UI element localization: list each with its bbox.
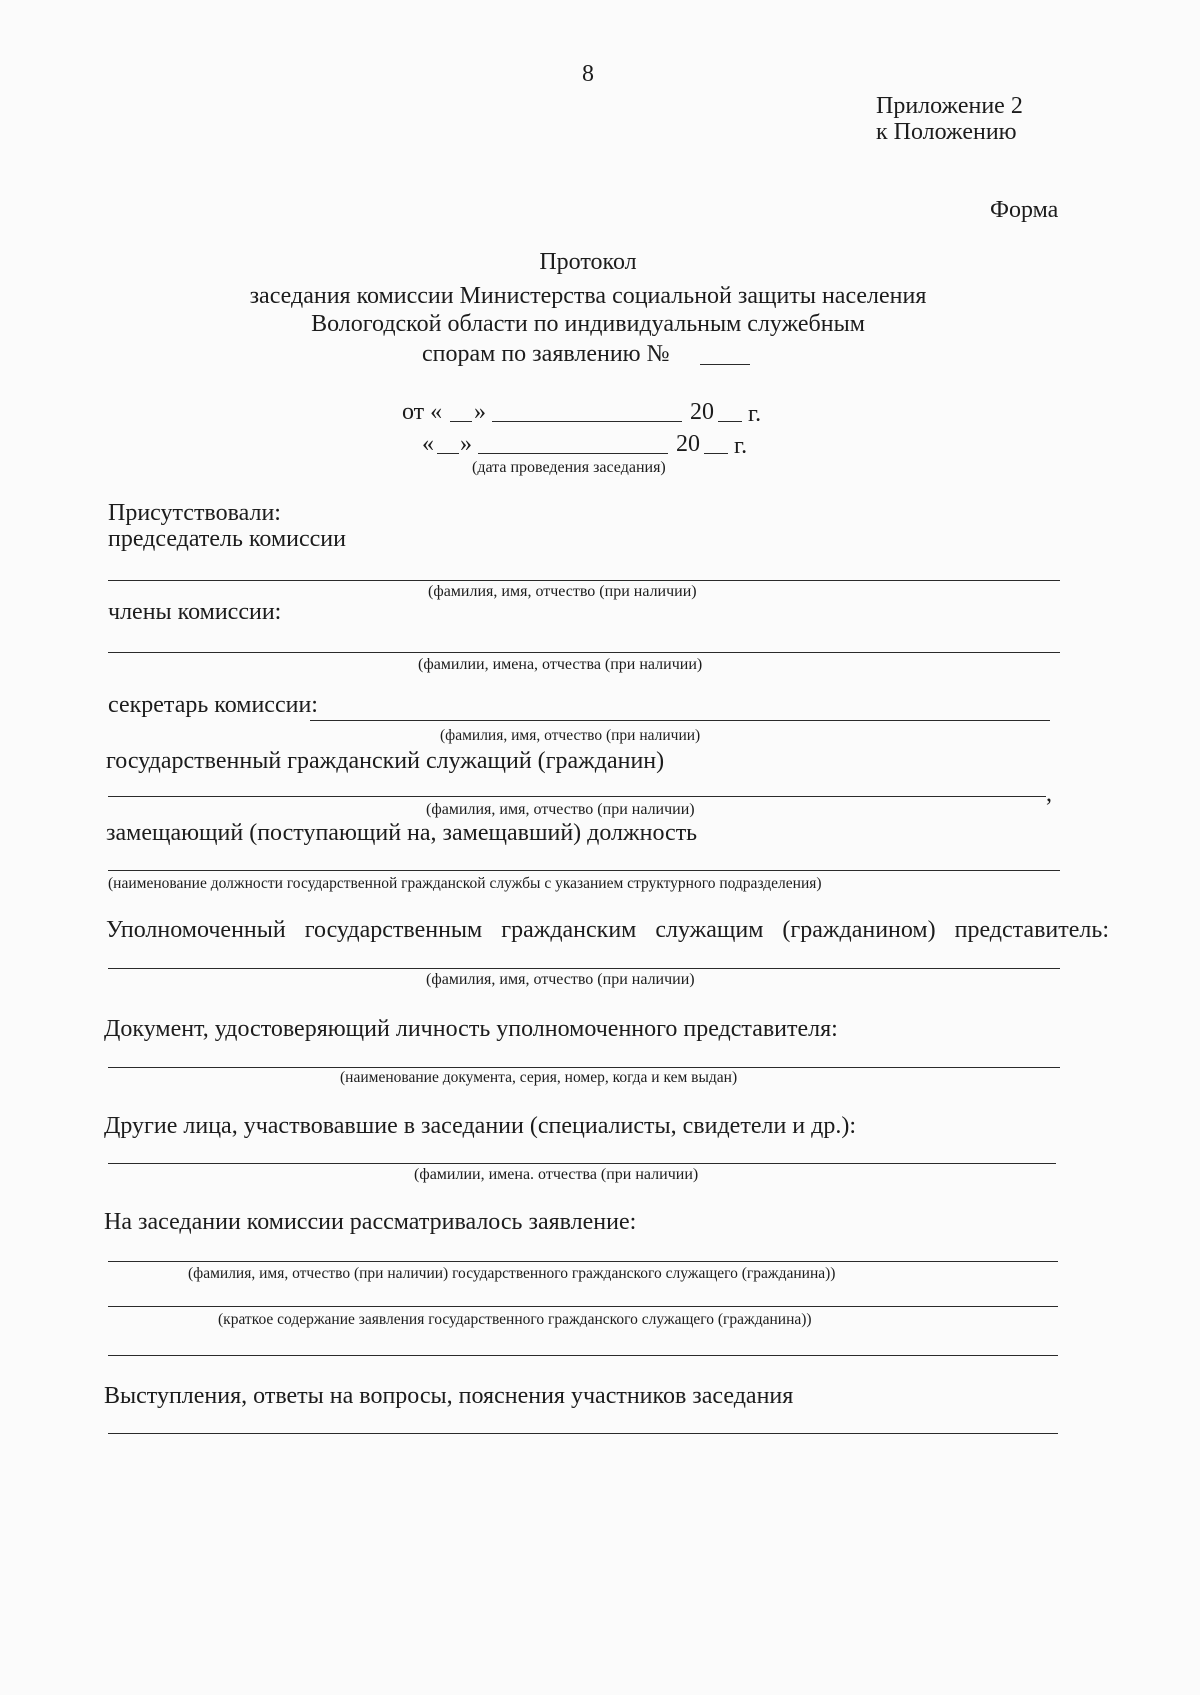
servant-name-line[interactable] bbox=[108, 796, 1046, 797]
date-from-year-blank[interactable] bbox=[718, 421, 742, 422]
title-line-1: Протокол bbox=[539, 249, 637, 275]
document-label: Документ, удостоверяющий личность уполномоченного представителя: bbox=[104, 1016, 838, 1042]
secretary-name-line[interactable] bbox=[310, 720, 1050, 721]
date-caption: (дата проведения заседания) bbox=[472, 459, 666, 476]
speeches-line[interactable] bbox=[108, 1433, 1058, 1434]
date-to-day-blank[interactable] bbox=[437, 453, 459, 454]
chairman-caption: (фамилия, имя, отчество (при наличии) bbox=[428, 583, 697, 600]
date-to-prefix: « bbox=[422, 431, 434, 457]
title-line-3: Вологодской области по индивидуальным служебным bbox=[311, 311, 865, 337]
application-summary-line[interactable] bbox=[108, 1306, 1058, 1307]
document-caption: (наименование документа, серия, номер, когда и кем выдан) bbox=[340, 1069, 738, 1086]
application-label: На заседании комиссии рассматривалось заявление: bbox=[104, 1209, 637, 1235]
appendix-line-2: к Положению bbox=[876, 119, 1017, 145]
servant-caption: (фамилия, имя, отчество (при наличии) bbox=[426, 801, 695, 818]
position-label: замещающий (поступающий на, замещавший) должность bbox=[106, 820, 698, 846]
appendix-line-1: Приложение 2 bbox=[876, 93, 1023, 119]
secretary-caption: (фамилия, имя, отчество (при наличии) bbox=[440, 727, 701, 744]
servant-label: государственный гражданский служащий (гражданин) bbox=[106, 748, 665, 774]
members-caption: (фамилии, имена, отчества (при наличии) bbox=[418, 656, 703, 673]
secretary-label: секретарь комиссии: bbox=[108, 692, 318, 718]
members-names-line[interactable] bbox=[108, 652, 1060, 653]
date-from-year-suffix: г. bbox=[748, 401, 762, 427]
servant-comma: , bbox=[1046, 781, 1052, 807]
position-caption: (наименование должности государственной гражданской службы с указанием структурного подразделения) bbox=[108, 875, 822, 892]
form-label: Форма bbox=[990, 197, 1059, 223]
members-label: члены комиссии: bbox=[108, 599, 282, 625]
date-to-year-blank[interactable] bbox=[704, 453, 728, 454]
position-line[interactable] bbox=[108, 870, 1060, 871]
others-caption: (фамилии, имена. отчества (при наличии) bbox=[414, 1166, 699, 1183]
chairman-name-line[interactable] bbox=[108, 580, 1060, 581]
application-extra-line[interactable] bbox=[108, 1355, 1058, 1356]
speeches-label: Выступления, ответы на вопросы, пояснения участников заседания bbox=[104, 1383, 794, 1409]
title-line-2: заседания комиссии Министерства социальной защиты населения bbox=[249, 283, 927, 309]
present-label: Присутствовали: bbox=[108, 500, 281, 526]
date-from-month-blank[interactable] bbox=[492, 421, 682, 422]
application-number-blank[interactable] bbox=[700, 364, 750, 365]
title-line-4: спорам по заявлению № bbox=[422, 341, 670, 367]
date-from-prefix: от « bbox=[402, 399, 443, 425]
representative-label: Уполномоченный государственным гражданским служащим (гражданином) представитель: bbox=[106, 917, 1109, 943]
chairman-label: председатель комиссии bbox=[108, 526, 346, 552]
applicant-caption: (фамилия, имя, отчество (при наличии) государственного гражданского служащего (гражданина)) bbox=[188, 1265, 836, 1282]
summary-caption: (краткое содержание заявления государственного гражданского служащего (гражданина)) bbox=[218, 1311, 812, 1328]
date-from-mid: » bbox=[474, 399, 486, 425]
others-label: Другие лица, участвовавшие в заседании (специалисты, свидетели и др.): bbox=[104, 1113, 857, 1139]
date-from-day-blank[interactable] bbox=[450, 421, 472, 422]
date-to-mid: » bbox=[460, 431, 472, 457]
date-from-year-prefix: 20 bbox=[690, 399, 714, 425]
date-to-year-prefix: 20 bbox=[676, 431, 700, 457]
date-to-month-blank[interactable] bbox=[478, 453, 668, 454]
representative-name-line[interactable] bbox=[108, 968, 1060, 969]
applicant-name-line[interactable] bbox=[108, 1261, 1058, 1262]
others-names-line[interactable] bbox=[108, 1163, 1056, 1164]
date-to-year-suffix: г. bbox=[734, 433, 748, 459]
page-number: 8 bbox=[582, 61, 594, 87]
representative-caption: (фамилия, имя, отчество (при наличии) bbox=[426, 971, 695, 988]
